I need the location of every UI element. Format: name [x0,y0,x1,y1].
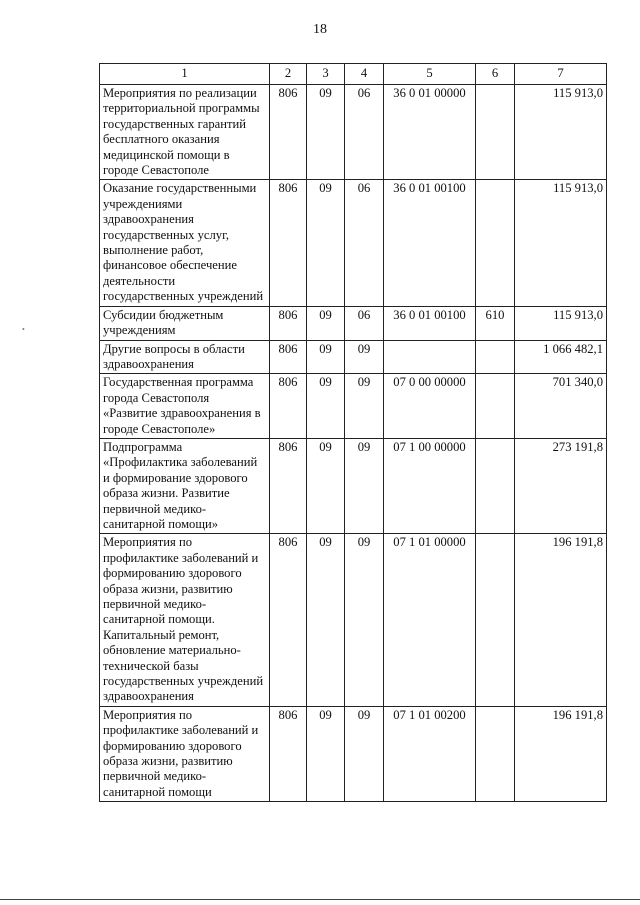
row-amount: 115 913,0 [515,85,607,180]
row-section-code: 09 [307,534,345,706]
row-ministry-code: 806 [270,85,307,180]
row-amount: 196 191,8 [515,706,607,801]
row-section-code: 09 [307,438,345,533]
row-ministry-code: 806 [270,180,307,306]
row-name: Подпрограмма «Профилактика заболеваний и формирование здорового образа жизни. Развитие первичной медико-санитарной помощи» [100,438,270,533]
row-subsection-code: 06 [345,306,384,340]
header-col-2: 2 [270,64,307,85]
header-col-3: 3 [307,64,345,85]
table-row [100,180,607,306]
row-subsection-code: 06 [345,85,384,180]
page-bottom-edge [0,899,640,900]
row-expense-type [476,438,515,533]
row-name: Мероприятия по профилактике заболеваний и формированию здорового образа жизни, развитию первичной медико-санитарной помощи. Капитальный ремонт, обновление материально-технической базы государственных учреждений здравоохранения [100,534,270,706]
row-section-code: 09 [307,180,345,306]
row-expense-type [476,706,515,801]
row-ministry-code: 806 [270,374,307,439]
row-ministry-code: 806 [270,340,307,374]
row-subsection-code: 06 [345,180,384,306]
row-target-article: 07 0 00 00000 [384,374,476,439]
row-target-article: 36 0 01 00100 [384,180,476,306]
row-name: Оказание государственными учреждениями здравоохранения государственных услуг, выполнение работ, финансовое обеспечение деятельности государственных учреждений [100,180,270,306]
table-row [100,85,607,180]
row-target-article: 07 1 01 00000 [384,534,476,706]
row-target-article: 36 0 01 00000 [384,85,476,180]
row-expense-type [476,180,515,306]
scan-artifact-mark: • [22,325,25,334]
row-expense-type: 610 [476,306,515,340]
budget-table [99,63,607,802]
row-name: Мероприятия по профилактике заболеваний и формированию здорового образа жизни, развитию первичной медико-санитарной помощи [100,706,270,801]
row-name: Другие вопросы в области здравоохранения [100,340,270,374]
row-section-code: 09 [307,706,345,801]
row-amount: 115 913,0 [515,306,607,340]
row-section-code: 09 [307,374,345,439]
header-col-5: 5 [384,64,476,85]
row-amount: 1 066 482,1 [515,340,607,374]
header-col-1: 1 [100,64,270,85]
row-amount: 701 340,0 [515,374,607,439]
row-ministry-code: 806 [270,706,307,801]
table-row [100,706,607,801]
table-row [100,438,607,533]
row-ministry-code: 806 [270,438,307,533]
row-expense-type [476,85,515,180]
table-row [100,306,607,340]
table-body [100,85,607,802]
header-row [100,64,607,85]
row-name: Мероприятия по реализации территориальной программы государственных гарантий бесплатного оказания медицинской помощи в городе Севастополе [100,85,270,180]
table-row [100,374,607,439]
row-name: Государственная программа города Севастополя «Развитие здравоохранения в городе Севастополе» [100,374,270,439]
row-expense-type [476,374,515,439]
row-target-article: 36 0 01 00100 [384,306,476,340]
table-row [100,340,607,374]
row-amount: 115 913,0 [515,180,607,306]
page-number: 18 [313,22,327,37]
row-amount: 273 191,8 [515,438,607,533]
row-expense-type [476,534,515,706]
row-target-article: 07 1 01 00200 [384,706,476,801]
row-section-code: 09 [307,340,345,374]
row-ministry-code: 806 [270,306,307,340]
row-subsection-code: 09 [345,534,384,706]
row-name: Субсидии бюджетным учреждениям [100,306,270,340]
row-target-article: 07 1 00 00000 [384,438,476,533]
row-section-code: 09 [307,85,345,180]
header-col-4: 4 [345,64,384,85]
row-target-article [384,340,476,374]
row-amount: 196 191,8 [515,534,607,706]
row-section-code: 09 [307,306,345,340]
row-ministry-code: 806 [270,534,307,706]
row-subsection-code: 09 [345,374,384,439]
row-subsection-code: 09 [345,340,384,374]
header-col-6: 6 [476,64,515,85]
table-header [100,64,607,85]
row-subsection-code: 09 [345,438,384,533]
header-col-7: 7 [515,64,607,85]
table-row [100,534,607,706]
row-subsection-code: 09 [345,706,384,801]
row-expense-type [476,340,515,374]
